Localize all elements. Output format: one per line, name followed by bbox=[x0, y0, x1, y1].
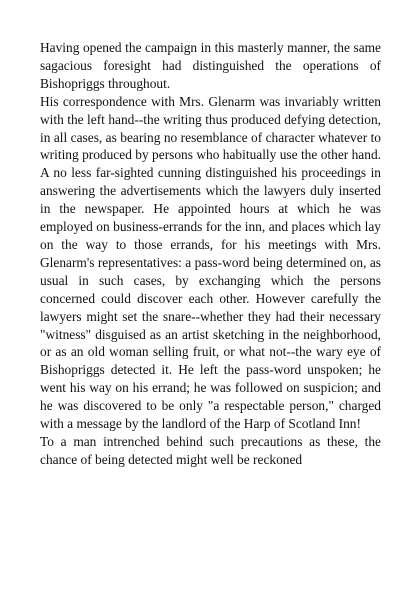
paragraph-precautions: To a man intrenched behind such precautions as these, the chance of being detected might well be reckoned bbox=[40, 433, 381, 467]
paragraph-correspondence: His correspondence with Mrs. Glenarm was invariably written with the left hand--the writing thus produced defying detection, in all cases, as bearing no resemblance of character whatever to writing produced by persons who habitually use the other hand. A no less far-sighted cunning distinguished his proceedings in answering the advertisements which the lawyers duly inserted in the newspaper. He appointed hours at which he was employed on business-errands for the inn, and places which lay on the way to those errands, for his meetings with Mrs. Glenarm's representatives: a pass-word being determined on, as usual in such cases, by exchanging which the persons concerned could discover each other. However carefully the lawyers might set the snare--whether they had their necessary "witness" disguised as an artist sketching in the neighborhood, or as an old woman selling fruit, or what not--the wary eye of Bishopriggs detected it. He left the pass-word unspoken; he went his way on his errand; he was followed on suspicion; and he was discovered to be only "a respectable person," charged with a message by the landlord of the Harp of Scotland Inn! bbox=[40, 93, 381, 432]
paragraph-campaign-opening: Having opened the campaign in this masterly manner, the same sagacious foresight had distinguished the operations of Bishopriggs throughout. bbox=[40, 40, 381, 91]
document-page bbox=[40, 39, 381, 469]
